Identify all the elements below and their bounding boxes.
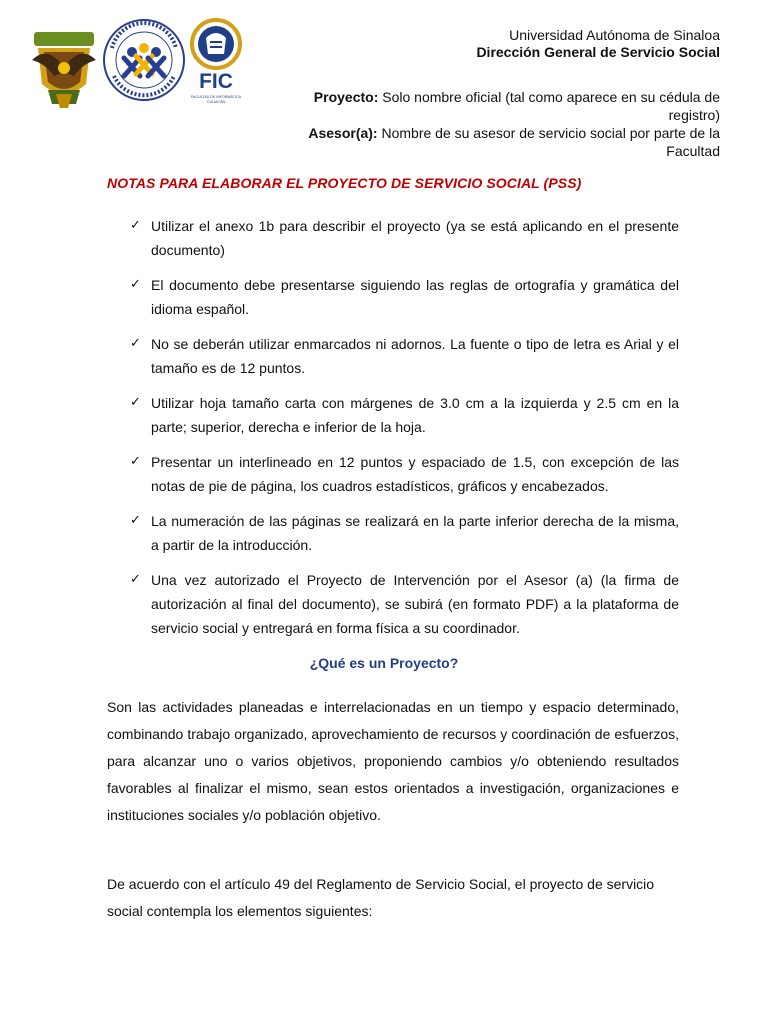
list-item: ✓ Una vez autorizado el Proyecto de Intervención por el Asesor (a) (la firma de autorización al final del documento), se subirá (en formato PDF) a la plataforma de servicio social y entregará en forma física a su coordinador. <box>130 568 679 640</box>
proyecto-line <box>270 88 720 124</box>
asesor-line <box>270 124 720 160</box>
paragraph-definition: Son las actividades planeadas e interrelacionadas en un tiempo y espacio determinado, combinando trabajo organizado, aprovechamiento de recursos y coordinación de esfuerzos, para alcanzar uno o varios objetivos, proponiendo cambios y/o obteniendo resultados favorables al finalizar el mismo, sean estos orientados a investigación, organizaciones e instituciones sociales y/o población objetivo. <box>107 699 679 823</box>
checkmark-icon: ✓ <box>130 572 141 587</box>
proyecto-text: Solo nombre oficial (tal como aparece en su cédula de registro) <box>382 89 720 123</box>
checkmark-icon: ✓ <box>130 336 141 351</box>
section-title: ¿Qué es un Proyecto? <box>309 655 459 671</box>
asesor-text: Nombre de su asesor de servicio social por parte de la Facultad <box>381 125 720 159</box>
svg-text:CULIACÁN: CULIACÁN <box>206 100 226 104</box>
svg-text:FACULTAD DE INFORMÁTICA: FACULTAD DE INFORMÁTICA <box>191 95 241 99</box>
notes-title: NOTAS PARA ELABORAR EL PROYECTO DE SERVICIO SOCIAL (PSS) <box>107 175 582 191</box>
servicio-social-circle-logo <box>102 18 186 102</box>
checkmark-icon: ✓ <box>130 513 141 528</box>
checkmark-icon: ✓ <box>130 277 141 292</box>
paragraph-article: De acuerdo con el artículo 49 del Reglamento de Servicio Social, el proyecto de servicio social contempla los elementos siguientes: <box>107 876 655 919</box>
uas-emblem-logo <box>30 24 98 112</box>
asesor-label: Asesor(a): <box>308 125 378 141</box>
university-name: Universidad Autónoma de Sinaloa <box>509 27 720 43</box>
notes-list <box>130 214 679 651</box>
list-item: ✓ Utilizar el anexo 1b para describir el proyecto (ya se está aplicando en el presente documento) <box>130 214 679 262</box>
institution-header <box>476 27 720 61</box>
fic-logo-text: FIC <box>199 70 233 93</box>
list-item: ✓ El documento debe presentarse siguiendo las reglas de ortografía y gramática del idioma español. <box>130 273 679 321</box>
list-item: ✓ Utilizar hoja tamaño carta con márgenes de 3.0 cm a la izquierda y 2.5 cm en la parte; superior, derecha e inferior de la hoja. <box>130 391 679 439</box>
list-item: ✓ Presentar un interlineado en 12 puntos y espaciado de 1.5, con excepción de las notas de pie de página, los cuadros estadísticos, gráficos y encabezados. <box>130 450 679 498</box>
fic-logo <box>186 18 246 110</box>
list-item: ✓ No se deberán utilizar enmarcados ni adornos. La fuente o tipo de letra es Arial y el tamaño es de 12 puntos. <box>130 332 679 380</box>
list-item: ✓ La numeración de las páginas se realizará en la parte inferior derecha de la misma, a partir de la introducción. <box>130 509 679 557</box>
proyecto-label: Proyecto: <box>313 89 379 105</box>
checkmark-icon: ✓ <box>130 454 141 469</box>
checkmark-icon: ✓ <box>130 395 141 410</box>
project-info <box>270 88 720 160</box>
checkmark-icon: ✓ <box>130 218 141 233</box>
department-name: Dirección General de Servicio Social <box>476 44 720 60</box>
fic-emblem-icon <box>186 18 246 110</box>
